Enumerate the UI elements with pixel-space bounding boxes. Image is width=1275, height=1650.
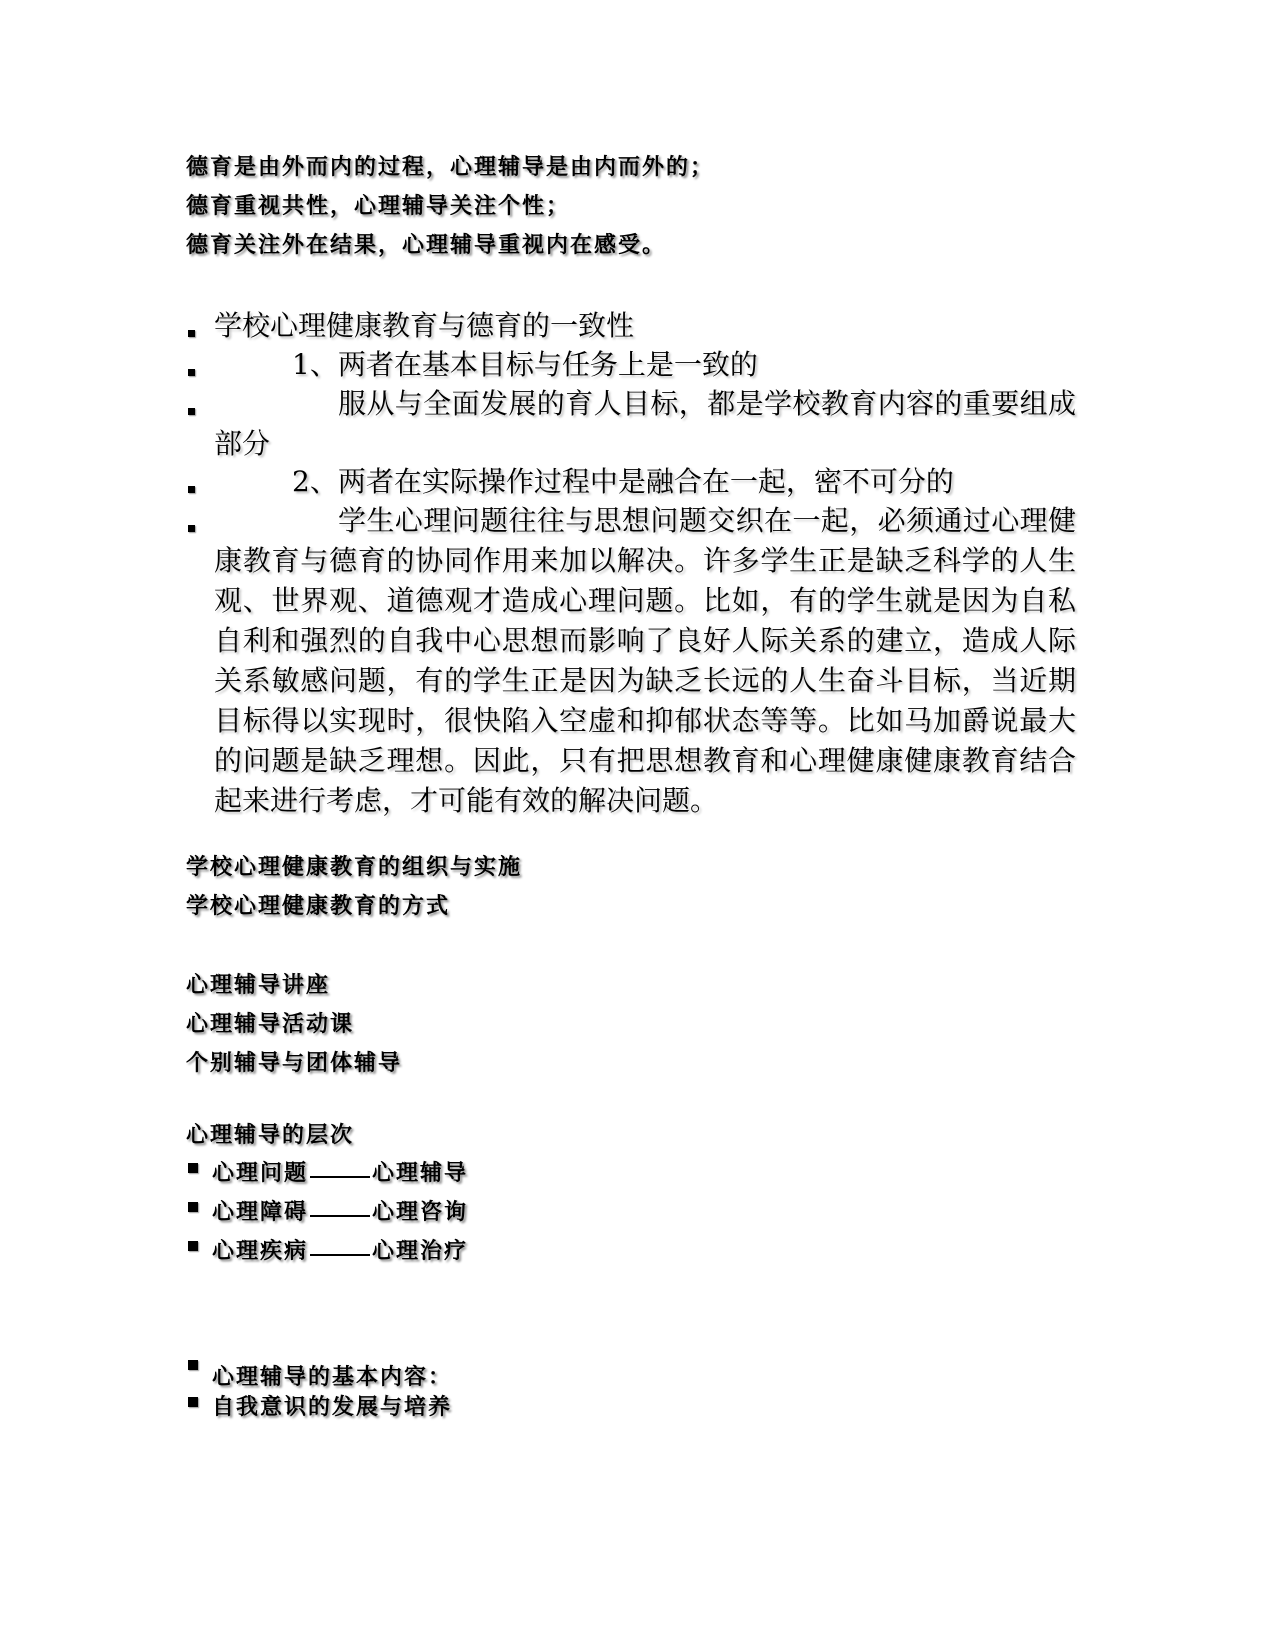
- bullet-icon: [188, 525, 195, 532]
- intro-line-3: 德育关注外在结果，心理辅导重视内在感受。: [186, 233, 667, 258]
- intro-line-1: 德育是由外而内的过程，心理辅导是由内而外的；: [186, 155, 715, 180]
- blank-line: [310, 1254, 370, 1256]
- consistency-point-1-detail: 服从与全面发展的育人目标，都是学校教育内容的重要组成部分: [214, 387, 1076, 460]
- consistency-point-2: 2、两者在实际操作过程中是融合在一起，密不可分的: [292, 465, 954, 498]
- methods-title: 学校心理健康教育的方式: [186, 894, 451, 919]
- method-item-1: 心理辅导讲座: [186, 973, 331, 998]
- level-row-1: [212, 1156, 468, 1187]
- level-response: 心理治疗: [372, 1239, 469, 1264]
- level-response: 心理辅导: [372, 1161, 469, 1186]
- level-problem: 心理问题: [212, 1161, 309, 1186]
- bullet-icon: [188, 1241, 198, 1251]
- consistency-heading: 学校心理健康教育与德育的一致性: [214, 309, 635, 342]
- level-problem: 心理障碍: [212, 1200, 309, 1225]
- level-problem: 心理疾病: [212, 1239, 309, 1264]
- consistency-point-1: 1、两者在基本目标与任务上是一致的: [292, 348, 758, 381]
- level-row-2: [212, 1195, 468, 1226]
- bullet-icon: [188, 1397, 198, 1407]
- level-response: 心理咨询: [372, 1200, 469, 1225]
- method-item-2: 心理辅导活动课: [186, 1012, 355, 1037]
- bullet-icon: [188, 408, 195, 415]
- bullet-icon: [188, 369, 195, 376]
- levels-title: 心理辅导的层次: [186, 1123, 355, 1148]
- level-row-3: [212, 1234, 468, 1265]
- intro-line-2: 德育重视共性，心理辅导关注个性；: [186, 194, 571, 219]
- blank-line: [310, 1215, 370, 1217]
- bullet-icon: [188, 1360, 198, 1370]
- content-title: 心理辅导的基本内容：: [212, 1365, 453, 1390]
- content-item-1: 自我意识的发展与培养: [212, 1395, 453, 1420]
- blank-line: [310, 1176, 370, 1178]
- consistency-point-2-detail: 学生心理问题往往与思想问题交织在一起，必须通过心理健康教育与德育的协同作用来加以解决。许多学生正是缺乏科学的人生观、世界观、道德观才造成心理问题。比如，有的学生就是因为自私自利和强烈的自我中心思想而影响了良好人际关系的建立，造成人际关系敏感问题，有的学生正是因为缺乏长远的人生奋斗目标，当近期目标得以实现时，很快陷入空虚和抑郁状态等等。比如马加爵说最大的问题是缺乏理想。因此，只有把思想教育和心理健康健康教育结合起来进行考虑，才可能有效的解决问题。: [214, 504, 1076, 817]
- bullet-icon: [188, 330, 195, 337]
- bullet-icon: [188, 1202, 198, 1212]
- bullet-icon: [188, 1163, 198, 1173]
- organization-title: 学校心理健康教育的组织与实施: [186, 855, 523, 880]
- bullet-icon: [188, 486, 195, 493]
- method-item-3: 个别辅导与团体辅导: [186, 1051, 403, 1076]
